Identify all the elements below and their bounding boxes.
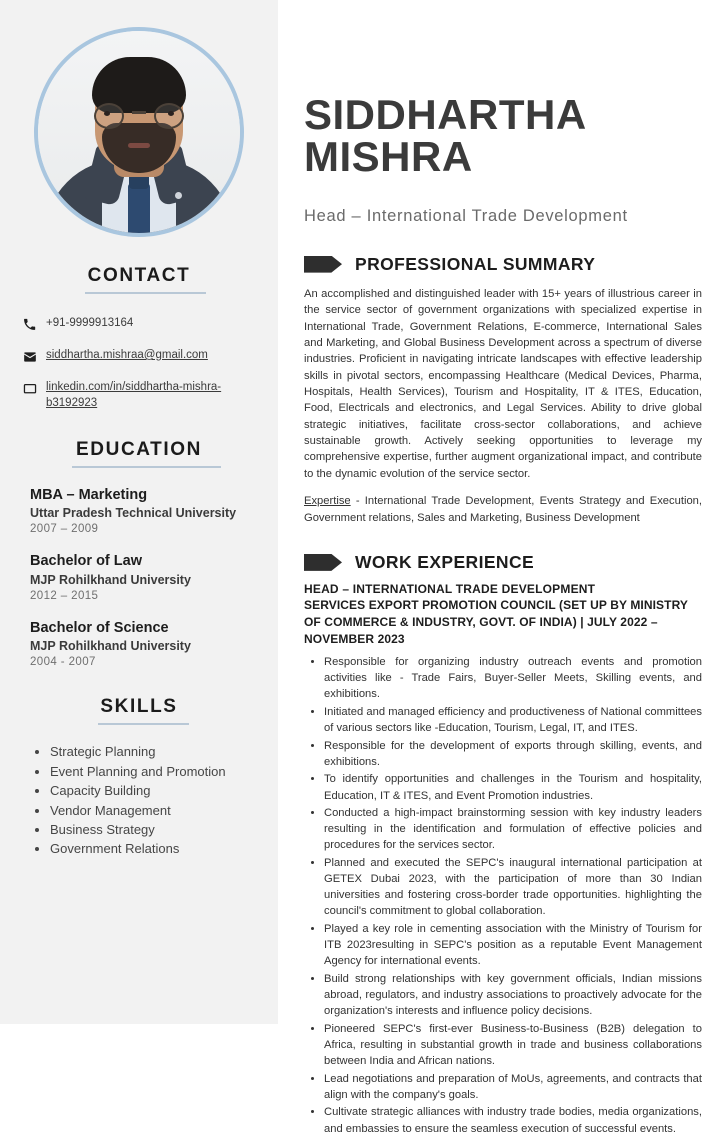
skills-list bbox=[34, 743, 260, 859]
list-item: • Responsible for organizing industry outreach events and promotion activities like - Trade Fairs, Buyer-Seller Meets, Skilling events, and exhibitions. bbox=[324, 654, 702, 702]
main-content bbox=[278, 0, 724, 1135]
expertise-line bbox=[304, 493, 702, 526]
education-item bbox=[30, 486, 256, 535]
education-years: 2004 - 2007 bbox=[30, 656, 96, 669]
linkedin-text[interactable]: linkedin.com/in/siddhartha-mishra-b3192923 bbox=[46, 381, 222, 409]
monitor-icon bbox=[22, 381, 37, 396]
email-text[interactable]: siddhartha.mishraa@gmail.com bbox=[46, 349, 208, 361]
list-item: • Event Planning and Promotion bbox=[50, 763, 260, 781]
education-degree: Bachelor of Law bbox=[30, 553, 142, 570]
professional-summary-body: An accomplished and distinguished leader with 15+ years of illustrious career in the service sector of government organizations with specialized expertise in International Trade, Government Relations, E-commerce, International Sales and Marketing, and Global Business Development across a spectrum of diverse industries. Proficient in navigating intricate landscapes with effective leadership skills in pivotal sectors, encompassing Healthcare (Medical Devices, Pharma, Hospitals, Health Services), Tourism and Hospitality, IT & ITES, Education, Food, Electricals and electronics, and Legal Services. Ability to drive global strategic initiatives, facilitate cross-sector collaborations, and achieve sustainable growth. Actively seeking opportunities to leverage my comprehensive expertise, further augment organizational impact, and contribute to the dynamic evolution of the service sector. bbox=[304, 287, 702, 480]
education-list bbox=[0, 486, 278, 668]
arrow-flag-icon bbox=[304, 256, 342, 273]
phone-icon bbox=[22, 317, 37, 332]
list-item: • Cultivate strategic alliances with industry trade bodies, media organizations, and embassies to ensure the seamless execution of successful events. bbox=[324, 1104, 702, 1136]
education-section bbox=[0, 439, 278, 472]
education-degree: MBA – Marketing bbox=[30, 487, 148, 504]
expertise-label: Expertise bbox=[304, 495, 351, 508]
list-item: • Initiated and managed efficiency and productiveness of National committees of various sectors like -Education, Tourism, Legal, IT, and ITES. bbox=[324, 704, 702, 736]
heading-underline bbox=[72, 466, 221, 468]
contact-item-email[interactable] bbox=[22, 348, 260, 364]
page-title: SIDDHARTHA MISHRA bbox=[304, 91, 586, 180]
contact-section bbox=[0, 265, 278, 298]
skills-heading-label: SKILLS bbox=[100, 696, 178, 718]
sidebar bbox=[0, 0, 278, 1024]
job-title: HEAD – INTERNATIONAL TRADE DEVELOPMENT bbox=[304, 581, 596, 596]
envelope-icon bbox=[22, 349, 37, 364]
skills-section bbox=[0, 696, 278, 729]
education-school: MJP Rohilkhand University bbox=[30, 638, 191, 653]
list-item: • Vendor Management bbox=[50, 802, 260, 820]
skills-block bbox=[0, 743, 278, 859]
list-item: • Pioneered SEPC's first-ever Business-to-Business (B2B) delegation to Africa, resulting in substantial growth in trade and business collaborations between India and African nations. bbox=[324, 1021, 702, 1069]
heading-underline bbox=[98, 723, 189, 725]
contact-list bbox=[0, 316, 278, 411]
heading-underline bbox=[85, 292, 206, 294]
education-school: Uttar Pradesh Technical University bbox=[30, 506, 237, 521]
arrow-flag-icon bbox=[304, 554, 342, 571]
education-years: 2012 – 2015 bbox=[30, 589, 99, 602]
professional-summary-heading bbox=[304, 254, 702, 275]
education-item bbox=[30, 619, 256, 668]
skills-heading bbox=[100, 696, 177, 729]
list-item: • Government Relations bbox=[50, 840, 260, 858]
work-experience-heading bbox=[304, 552, 702, 573]
phone-text: +91-9999913164 bbox=[46, 317, 134, 329]
list-item: • To identify opportunities and challenges in the Tourism and hospitality, Education, IT & ITES, and Event Promotion industries. bbox=[324, 771, 702, 803]
list-item: • Lead negotiations and preparation of MoUs, agreements, and contracts that align with the company's goals. bbox=[324, 1071, 702, 1103]
professional-summary-title: PROFESSIONAL SUMMARY bbox=[355, 253, 596, 274]
education-school: MJP Rohilkhand University bbox=[30, 572, 191, 587]
list-item: • Responsible for the development of exports through skilling, events, and exhibitions. bbox=[324, 738, 702, 770]
contact-heading bbox=[88, 265, 191, 298]
list-item: • Business Strategy bbox=[50, 821, 260, 839]
contact-heading-label: CONTACT bbox=[87, 265, 191, 286]
work-experience-title: WORK EXPERIENCE bbox=[355, 551, 535, 572]
education-heading-label: EDUCATION bbox=[76, 439, 202, 461]
avatar bbox=[34, 27, 244, 237]
education-years: 2007 – 2009 bbox=[30, 523, 99, 536]
work-experience-bullets bbox=[304, 654, 702, 1137]
list-item: • Capacity Building bbox=[50, 782, 260, 800]
list-item: • Planned and executed the SEPC's inaugural international participation at GETEX Dubai 2023, with the participation of more than 30 Indian universities and fostering cross-border trade opportunities. highlighting the council's commitment to global collaboration. bbox=[324, 855, 702, 920]
list-item: • Played a key role in cementing association with the Ministry of Tourism for ITB 2023resulting in SEPC's position as a reputable Event Management Agency for international events. bbox=[324, 921, 702, 969]
expertise-body: - International Trade Development, Events Strategy and Execution, Government relations, Sales and Marketing, Business Development bbox=[304, 495, 702, 524]
contact-item-linkedin[interactable] bbox=[22, 380, 260, 411]
education-heading bbox=[76, 439, 202, 472]
contact-item-phone[interactable] bbox=[22, 316, 260, 332]
list-item: • Build strong relationships with key government officials, Indian missions abroad, regulators, and industry associations to proactively advocate for the organization's interests and influence policy decisions. bbox=[324, 971, 702, 1019]
portrait-illustration bbox=[38, 31, 240, 233]
job-organization: SERVICES EXPORT PROMOTION COUNCIL (SET UP BY MINISTRY OF COMMERCE & INDUSTRY, GOVT. OF INDIA) | JULY 2022 – NOVEMBER 2023 bbox=[304, 598, 688, 646]
list-item: • Strategic Planning bbox=[50, 743, 260, 761]
photo-container bbox=[0, 0, 278, 237]
job-role-subtitle: Head – International Trade Development bbox=[304, 207, 628, 226]
education-item bbox=[30, 552, 256, 601]
education-degree: Bachelor of Science bbox=[30, 619, 169, 636]
list-item: • Conducted a high-impact brainstorming session with key industry leaders resulting in the identification and formulation of effective policies and procedures for the services sector. bbox=[324, 805, 702, 853]
